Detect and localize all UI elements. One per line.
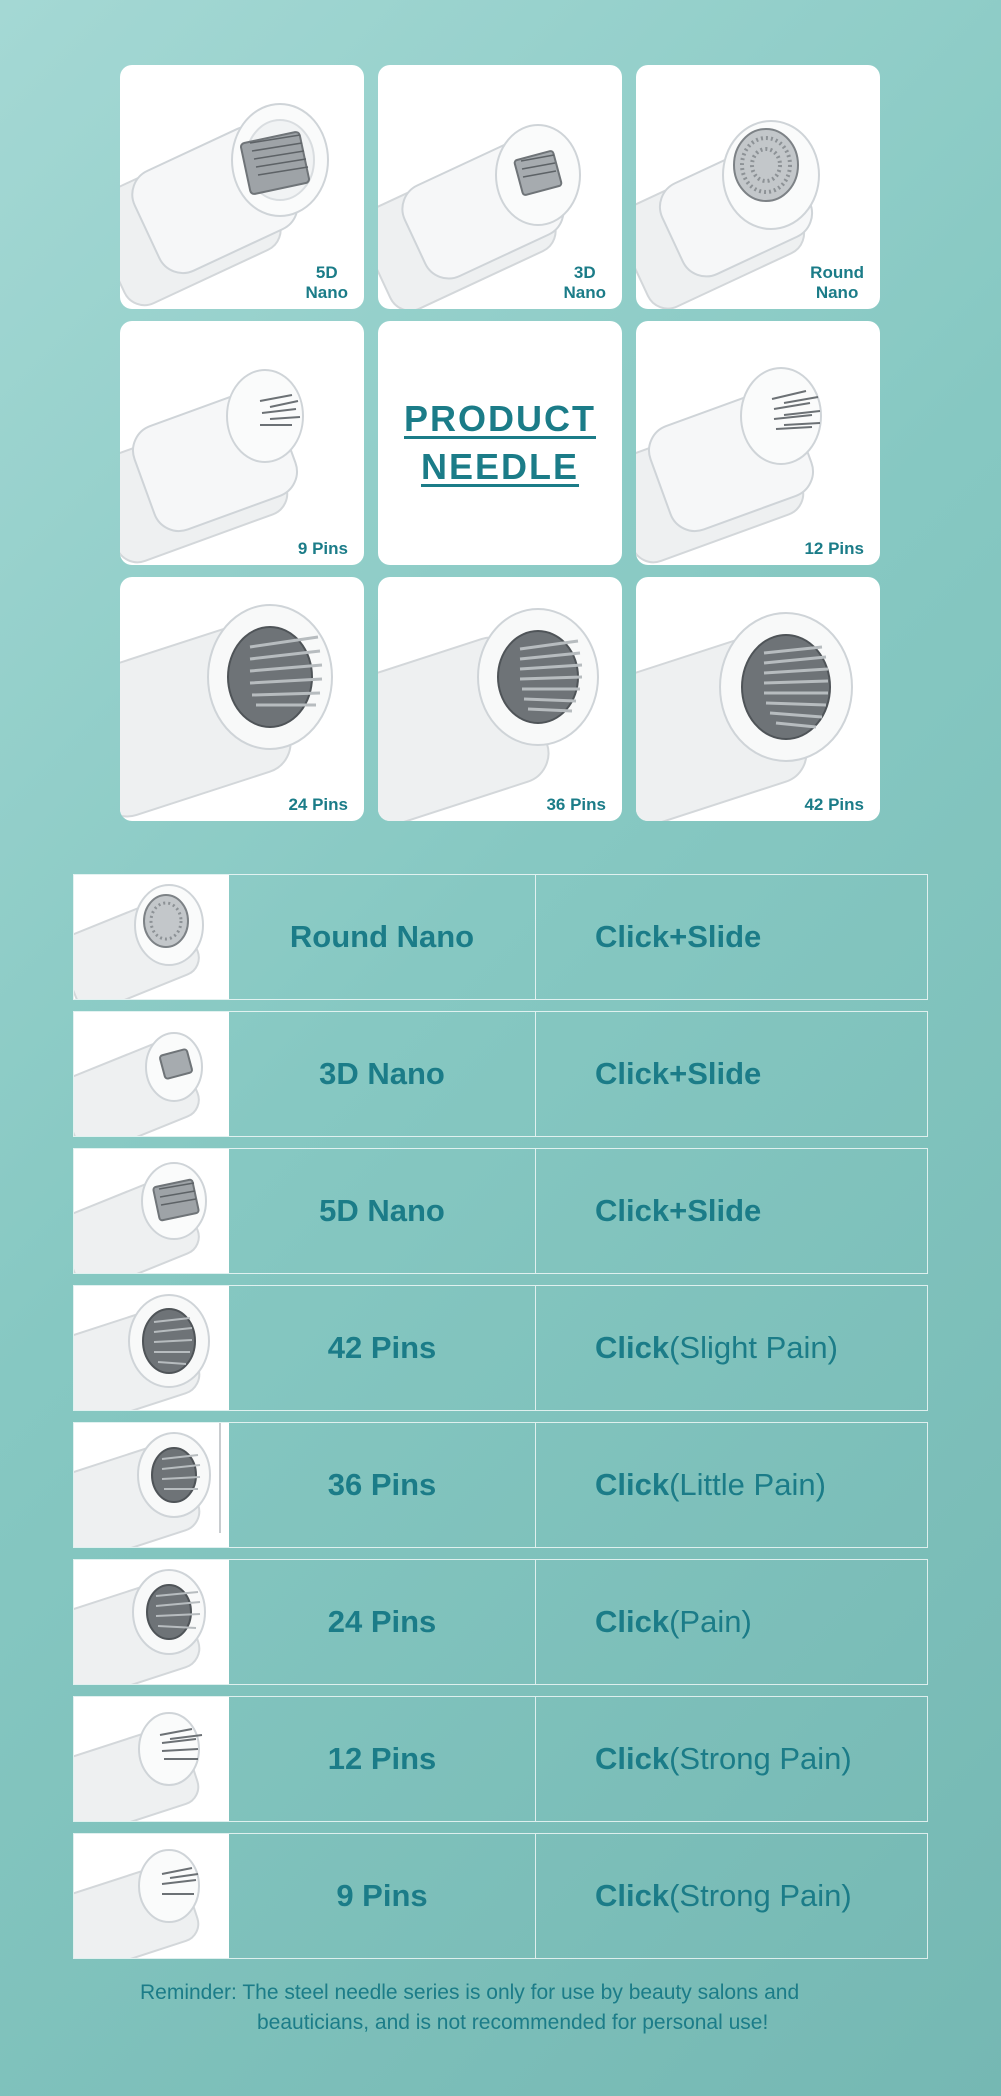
column-divider — [535, 1286, 536, 1410]
needle-name: 5D Nano — [319, 1193, 445, 1228]
table-row — [73, 1285, 928, 1411]
column-divider — [535, 1423, 536, 1547]
pins-36-needle-cartridge-image — [378, 577, 622, 821]
method-bold: Click — [595, 1467, 670, 1502]
column-divider — [535, 875, 536, 999]
column-divider — [535, 1560, 536, 1684]
usage-method — [595, 1149, 927, 1273]
usage-method — [595, 1423, 927, 1547]
product-needle-title — [378, 395, 622, 491]
tile-label: 12 Pins — [804, 539, 864, 558]
needle-name: Round Nano — [289, 919, 475, 954]
table-row — [73, 1833, 928, 1959]
nano-3d-thumb-image — [74, 1012, 229, 1136]
tile-label: 36 Pins — [546, 795, 606, 814]
column-divider — [535, 1012, 536, 1136]
pins-24-thumb-image — [74, 1560, 229, 1684]
pins-36-thumb-image — [74, 1423, 229, 1547]
pins-24-needle-cartridge-image — [120, 577, 364, 821]
column-divider — [535, 1697, 536, 1821]
title-line-2: NEEDLE — [420, 446, 580, 487]
usage-method — [595, 1012, 927, 1136]
pins-12-thumb-image — [74, 1697, 229, 1821]
needle-comparison-table — [73, 874, 928, 1970]
tile-24-pins — [120, 577, 364, 821]
pins-9-needle-cartridge-image — [120, 321, 364, 565]
needle-name: 9 Pins — [336, 1878, 428, 1913]
tile-label: 5D Nano — [305, 263, 348, 302]
reminder-line-1: Reminder: The steel needle series is only for use by beauty salons and — [140, 1981, 800, 2004]
tile-9-pins — [120, 321, 364, 565]
reminder-note — [140, 1978, 900, 2038]
usage-method — [595, 1834, 927, 1958]
method-note: (Slight Pain) — [669, 1330, 838, 1365]
tile-round-nano — [636, 65, 880, 309]
pins-42-needle-cartridge-image — [636, 577, 880, 821]
usage-method — [595, 1286, 927, 1410]
method-bold: Click+Slide — [595, 1056, 762, 1091]
tile-label: Round Nano — [810, 263, 864, 302]
column-divider — [535, 1149, 536, 1273]
tile-label: 9 Pins — [297, 539, 348, 558]
tile-36-pins — [378, 577, 622, 821]
usage-method — [595, 875, 927, 999]
product-grid — [120, 65, 880, 821]
method-bold: Click+Slide — [595, 919, 762, 954]
table-row — [73, 1148, 928, 1274]
needle-name: 36 Pins — [327, 1467, 437, 1502]
usage-method — [595, 1697, 927, 1821]
tile-5d-nano — [120, 65, 364, 309]
tile-label: 24 Pins — [288, 795, 348, 814]
tile-3d-nano — [378, 65, 622, 309]
method-bold: Click+Slide — [595, 1193, 762, 1228]
method-bold: Click — [595, 1330, 670, 1365]
method-bold: Click — [595, 1604, 670, 1639]
title-line-1: PRODUCT — [404, 398, 596, 439]
method-note: (Strong Pain) — [669, 1741, 852, 1776]
method-note: (Little Pain) — [669, 1467, 826, 1502]
tile-42-pins — [636, 577, 880, 821]
nano-5d-thumb-image — [74, 1149, 229, 1273]
table-row — [73, 1011, 928, 1137]
method-note: (Pain) — [669, 1604, 752, 1639]
reminder-line-2: beauticians, and is not recommended for personal use! — [257, 2011, 769, 2034]
method-note: (Strong Pain) — [669, 1878, 852, 1913]
table-row — [73, 874, 928, 1000]
tile-label: 3D Nano — [563, 263, 606, 302]
table-row — [73, 1559, 928, 1685]
needle-name: 24 Pins — [327, 1604, 437, 1639]
round-nano-thumb-image — [74, 875, 229, 999]
needle-name: 3D Nano — [319, 1056, 445, 1091]
pins-12-needle-cartridge-image — [636, 321, 880, 565]
method-bold: Click — [595, 1741, 670, 1776]
table-row — [73, 1696, 928, 1822]
column-divider — [535, 1834, 536, 1958]
tile-product-needle — [378, 321, 622, 565]
tile-12-pins — [636, 321, 880, 565]
needle-name: 12 Pins — [327, 1741, 437, 1776]
method-bold: Click — [595, 1878, 670, 1913]
usage-method — [595, 1560, 927, 1684]
table-row — [73, 1422, 928, 1548]
needle-name: 42 Pins — [327, 1330, 437, 1365]
pins-42-thumb-image — [74, 1286, 229, 1410]
tile-label: 42 Pins — [804, 795, 864, 814]
pins-9-thumb-image — [74, 1834, 229, 1958]
